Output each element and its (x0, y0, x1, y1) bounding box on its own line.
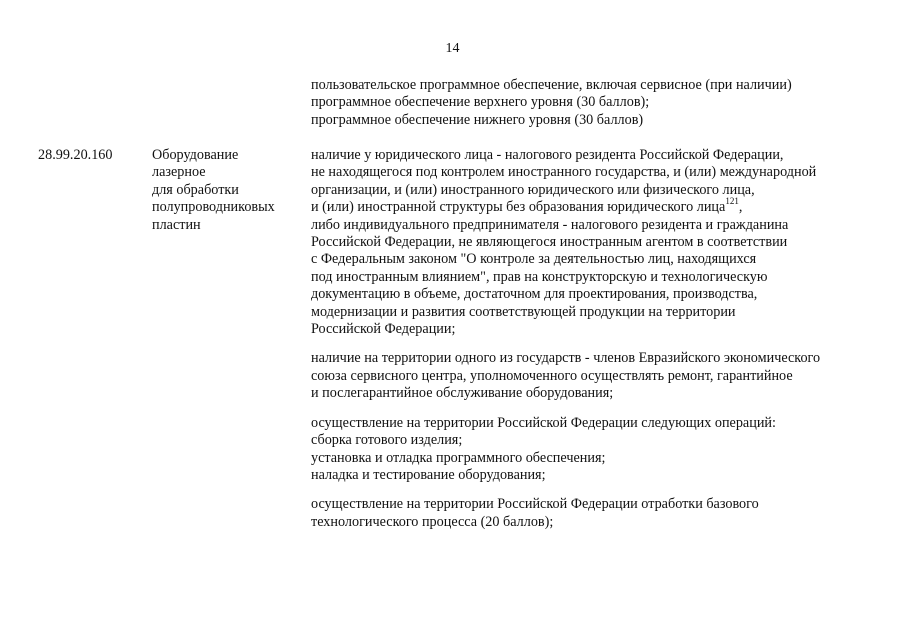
text-line: под иностранным влиянием", прав на конструкторскую и технологическую (311, 268, 768, 285)
footnote-reference-secondary[interactable]: 1 (734, 196, 739, 207)
product-name-line: полупроводниковых (152, 199, 275, 216)
text-line: технологического процесса (20 баллов); (311, 513, 554, 530)
text-line: программное обеспечение нижнего уровня (30 баллов) (311, 111, 644, 128)
text-line: либо индивидуального предпринимателя - налогового резидента и гражданина (311, 216, 789, 233)
text-line: наличие у юридического лица - налогового резидента Российской Федерации, (311, 147, 784, 163)
text-line: пользовательское программное обеспечение, включая сервисное (при наличии) (311, 77, 792, 93)
requirement-paragraph (311, 496, 820, 531)
product-name-line: Оборудование (152, 147, 239, 163)
requirement-paragraph (311, 415, 820, 485)
text-line: организации, и (или) иностранного юридического или физического лица, (311, 181, 755, 198)
text-line: осуществление на территории Российской Федерации следующих операций: (311, 414, 776, 431)
text-line: осуществление на территории Российской Федерации отработки базового (311, 496, 759, 513)
product-name-line: для обработки (152, 181, 239, 198)
text-line: и послегарантийное обслуживание оборудования; (311, 385, 614, 402)
text-line: Российской Федерации, не являющегося иностранным агентом в соответствии (311, 234, 788, 251)
requirement-paragraph (311, 147, 820, 338)
text-line: наличие на территории одного из государств - членов Евразийского экономического (311, 350, 821, 367)
text-line-body: и (или) иностранной структуры без образования юридического лица (311, 199, 726, 216)
page-number: 14 (445, 41, 460, 56)
text-line: программное обеспечение верхнего уровня (30 баллов); (311, 94, 650, 111)
product-name-line: пластин (152, 216, 201, 233)
product-name-line: лазерное (152, 164, 206, 181)
text-line: союза сервисного центра, уполномоченного осуществлять ремонт, гарантийное (311, 367, 793, 384)
text-line: Российской Федерации; (311, 321, 456, 338)
text-line: наладка и тестирование оборудования; (311, 466, 546, 483)
footnote-tail: , (738, 199, 743, 216)
text-line: сборка готового изделия; (311, 432, 463, 449)
text-line: не находящегося под контролем иностранного государства, и (или) международной (311, 164, 817, 181)
text-line: с Федеральным законом "О контроле за деятельностью лиц, находящихся (311, 251, 757, 268)
text-line: установка и отладка программного обеспечения; (311, 449, 606, 466)
product-name (152, 147, 275, 234)
requirement-paragraph (311, 350, 820, 402)
text-line-with-footnote (311, 196, 820, 216)
text-line: модернизации и развития соответствующей продукции на территории (311, 303, 736, 320)
text-line: документацию в объеме, достаточном для проектирования, производства, (311, 286, 758, 303)
product-code: 28.99.20.160 (38, 147, 113, 163)
footnote-reference[interactable]: 12 (725, 196, 735, 207)
continuation-text (311, 77, 792, 129)
requirements-text (311, 147, 820, 543)
